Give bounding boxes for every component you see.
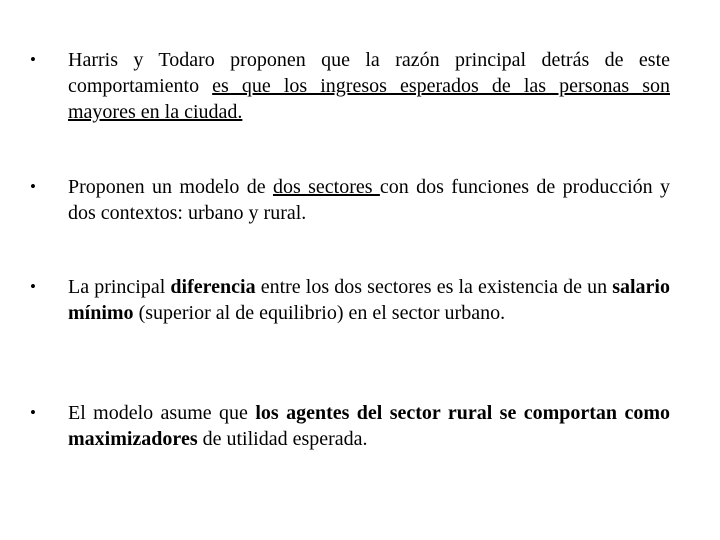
text-segment: Harris y Todaro proponen que la razón principal detrás de este comportamiento (68, 49, 670, 97)
text-segment: La principal (68, 276, 171, 298)
bold-text-segment: salario mínimo (68, 276, 670, 324)
text-segment: entre los dos sectores es la existencia de un (255, 276, 613, 298)
text-segment: (superior al de equilibrio) en el sector urbano. (133, 302, 506, 324)
bullet-dot: • (30, 277, 36, 296)
bold-text-segment: los agentes del sector rural se comportan como maximizadores (68, 402, 670, 450)
bullet-dot: • (30, 403, 36, 422)
bullet-text (68, 47, 670, 125)
underlined-text-segment: es que los ingresos esperados de las personas son mayores en la ciudad. (68, 75, 670, 123)
bullet-text (68, 400, 670, 452)
text-segment: de utilidad esperada. (197, 428, 368, 450)
bullet-dot: • (30, 50, 36, 69)
bullet-item-two-sectors (30, 174, 670, 226)
bold-text-segment: diferencia (170, 276, 256, 298)
bullet-item-harris-todaro (30, 47, 670, 125)
text-segment: El modelo asume que (68, 402, 256, 424)
underlined-text-segment: dos sectores (272, 176, 380, 198)
bullet-dot: • (30, 177, 36, 196)
bullet-text (68, 174, 670, 226)
bullet-text (68, 274, 670, 326)
text-segment: con dos funciones de producción y dos contextos: urbano y rural. (68, 176, 671, 224)
text-segment: Proponen un modelo de (68, 176, 273, 198)
bullet-item-model-assumption (30, 400, 670, 452)
bullet-item-main-difference (30, 274, 670, 326)
